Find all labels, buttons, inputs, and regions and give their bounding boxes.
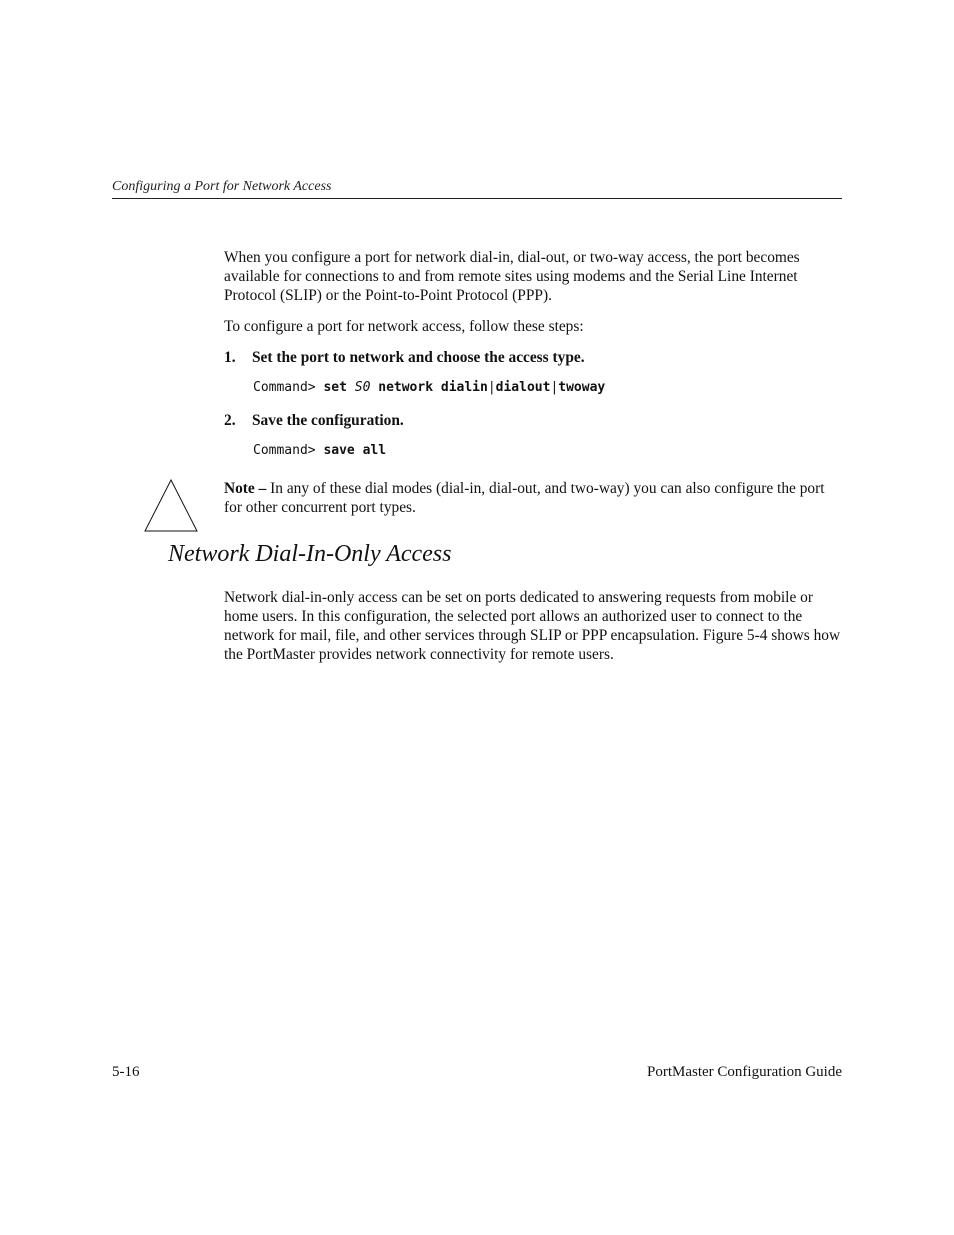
command-prompt: Command> [253, 443, 316, 458]
command-line-step-1 [253, 379, 605, 397]
caution-triangle-icon [144, 479, 198, 532]
command-line-step-2 [253, 442, 386, 460]
step-1 [224, 348, 585, 367]
command-keyword-dialout: dialout [495, 380, 551, 395]
step-text: Save the configuration. [252, 412, 404, 429]
command-keyword-save-all: save all [323, 443, 387, 458]
command-separator: | [550, 380, 559, 395]
step-text: Set the port to network and choose the access type. [252, 349, 585, 366]
note-label: Note – [224, 480, 267, 497]
section-title: Network Dial-In-Only Access [168, 541, 452, 567]
command-variable-port: S0 [354, 380, 371, 395]
command-separator: | [487, 380, 496, 395]
command-prompt: Command> [253, 380, 316, 395]
page-number: 5-16 [112, 1064, 140, 1080]
running-head: Configuring a Port for Network Access [112, 179, 332, 194]
header-rule [112, 198, 842, 199]
command-keyword-network-dialin: network dialin [378, 380, 488, 395]
note-text: In any of these dial modes (dial-in, dial-out, and two-way) you can also configure the port for other concurrent port types. [224, 480, 825, 516]
note-paragraph [224, 479, 842, 517]
step-number: 2. [224, 412, 236, 429]
command-keyword-twoway: twoway [558, 380, 606, 395]
step-number: 1. [224, 349, 236, 366]
section-paragraph: Network dial-in-only access can be set on ports dedicated to answering requests from mobile or home users. In this configuration, the selected port allows an authorized user to connect to the network for mail, file, and other services through SLIP or PPP encapsulation. Figure 5-4 shows how the PortMaster provides network connectivity for remote users. [224, 589, 841, 663]
step-2 [224, 411, 404, 430]
command-keyword-set: set [323, 380, 347, 395]
book-title: PortMaster Configuration Guide [647, 1064, 842, 1080]
intro-paragraph: When you configure a port for network dial-in, dial-out, or two-way access, the port becomes available for connections to and from remote sites using modems and the Serial Line Internet Protocol (SLIP) or the Point-to-Point Protocol (PPP). [224, 249, 800, 304]
steps-intro-paragraph: To configure a port for network access, follow these steps: [224, 318, 584, 335]
